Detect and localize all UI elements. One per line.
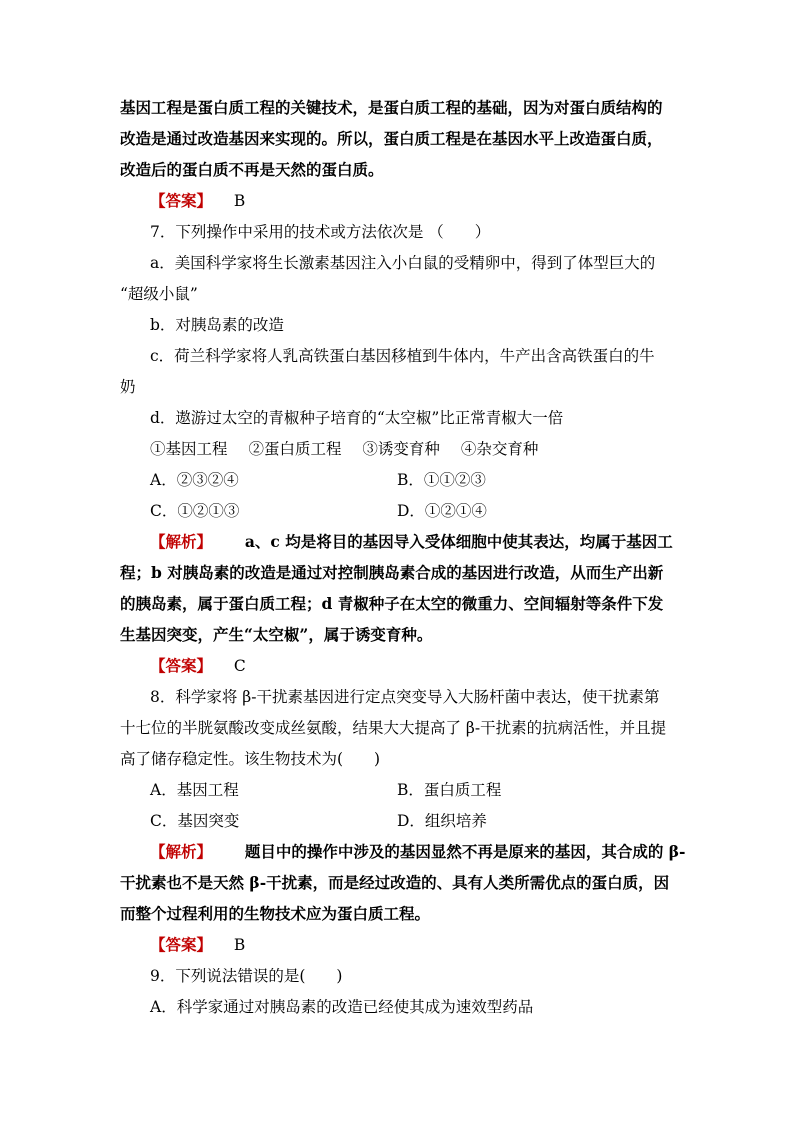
q7-option-d: D．①②①④ <box>397 502 487 520</box>
intro-line-1: 基因工程是蛋白质工程的关键技术，是蛋白质工程的基础，因为对蛋白质结构的 <box>120 98 663 117</box>
q8-stem-line-2: 十七位的半胱氨酸改变成丝氨酸，结果大大提高了 β-干扰素的抗病活性，并且提 <box>120 719 667 737</box>
q8-option-b: B．蛋白质工程 <box>397 781 502 799</box>
q8-analysis-line-1: 【解析】 题目中的操作中涉及的基因显然不再是原来的基因，其合成的 β- <box>150 842 686 861</box>
method-1: ①基因工程 <box>150 440 228 458</box>
q7-option-b: B．①①②③ <box>397 471 486 489</box>
q7-analysis-line-1: 【解析】 a、c 均是将目的基因导入受体细胞中使其表达，均属于基因工 <box>150 532 673 551</box>
q7-options-row-1 <box>150 470 239 490</box>
q7-analysis-line-4: 生基因突变，产生“太空椒”，属于诱变育种。 <box>120 625 433 644</box>
q7-item-b: b．对胰岛素的改造 <box>150 316 284 334</box>
answer-7 <box>150 656 246 676</box>
answer-value: C <box>233 657 246 675</box>
analysis-label: 【解析】 <box>150 842 213 861</box>
q7-item-d: d．遨游过太空的青椒种子培育的“太空椒”比正常青椒大一倍 <box>150 409 564 427</box>
q7-methods <box>150 439 538 459</box>
q8-stem-line-3: 高了储存稳定性。该生物技术为( ) <box>120 750 381 768</box>
answer-label: 【答案】 <box>150 935 213 954</box>
q8-analysis-line-2: 干扰素也不是天然 β-干扰素，而是经过改造的、具有人类所需优点的蛋白质，因 <box>120 873 670 892</box>
q8-option-c: C．基因突变 <box>150 812 240 830</box>
q7-item-c-line-1: c．荷兰科学家将人乳高铁蛋白基因移植到牛体内，牛产出含高铁蛋白的牛 <box>150 347 655 365</box>
method-2: ②蛋白质工程 <box>248 440 342 458</box>
q7-option-c: C．①②①③ <box>150 502 240 520</box>
method-4: ④杂交育种 <box>460 440 539 458</box>
q7-item-c-line-2: 奶 <box>120 378 136 396</box>
q7-item-a-line-2: “超级小鼠” <box>120 285 198 303</box>
q7-analysis-line-3: 的胰岛素，属于蛋白质工程；d 青椒种子在太空的微重力、空间辐射等条件下发 <box>120 594 664 613</box>
answer-label: 【答案】 <box>150 656 213 675</box>
q7-option-a: A．②③②④ <box>150 471 239 489</box>
answer-value: B <box>233 192 246 210</box>
method-3: ③诱变育种 <box>362 440 440 458</box>
answer-label: 【答案】 <box>150 191 213 210</box>
intro-line-2: 改造是通过改造基因来实现的。所以，蛋白质工程是在基因水平上改造蛋白质， <box>120 129 663 148</box>
q8-analysis-line-3: 而整个过程利用的生物技术应为蛋白质工程。 <box>120 904 431 923</box>
q7-analysis-line-2: 程；b 对胰岛素的改造是通过对控制胰岛素合成的基因进行改造，从而生产出新 <box>120 563 664 582</box>
q8-stem-line-1: 8．科学家将 β-干扰素基因进行定点突变导入大肠杆菌中表达，使干扰素第 <box>150 688 660 706</box>
q9-option-a: A．科学家通过对胰岛素的改造已经使其成为速效型药品 <box>150 998 534 1016</box>
answer-6 <box>150 191 245 211</box>
q7-item-a-line-1: a．美国科学家将生长激素基因注入小白鼠的受精卵中，得到了体型巨大的 <box>150 254 656 272</box>
q9-stem: 9．下列说法错误的是( ) <box>150 967 343 985</box>
q7-stem: 7．下列操作中采用的技术或方法依次是 （ ） <box>150 223 491 241</box>
analysis-label: 【解析】 <box>150 532 213 551</box>
q8-option-a: A．基因工程 <box>150 781 239 799</box>
answer-value: B <box>233 936 246 954</box>
intro-line-3: 改造后的蛋白质不再是天然的蛋白质。 <box>120 160 384 179</box>
q8-option-d: D．组织培养 <box>397 812 487 830</box>
answer-8 <box>150 935 245 955</box>
